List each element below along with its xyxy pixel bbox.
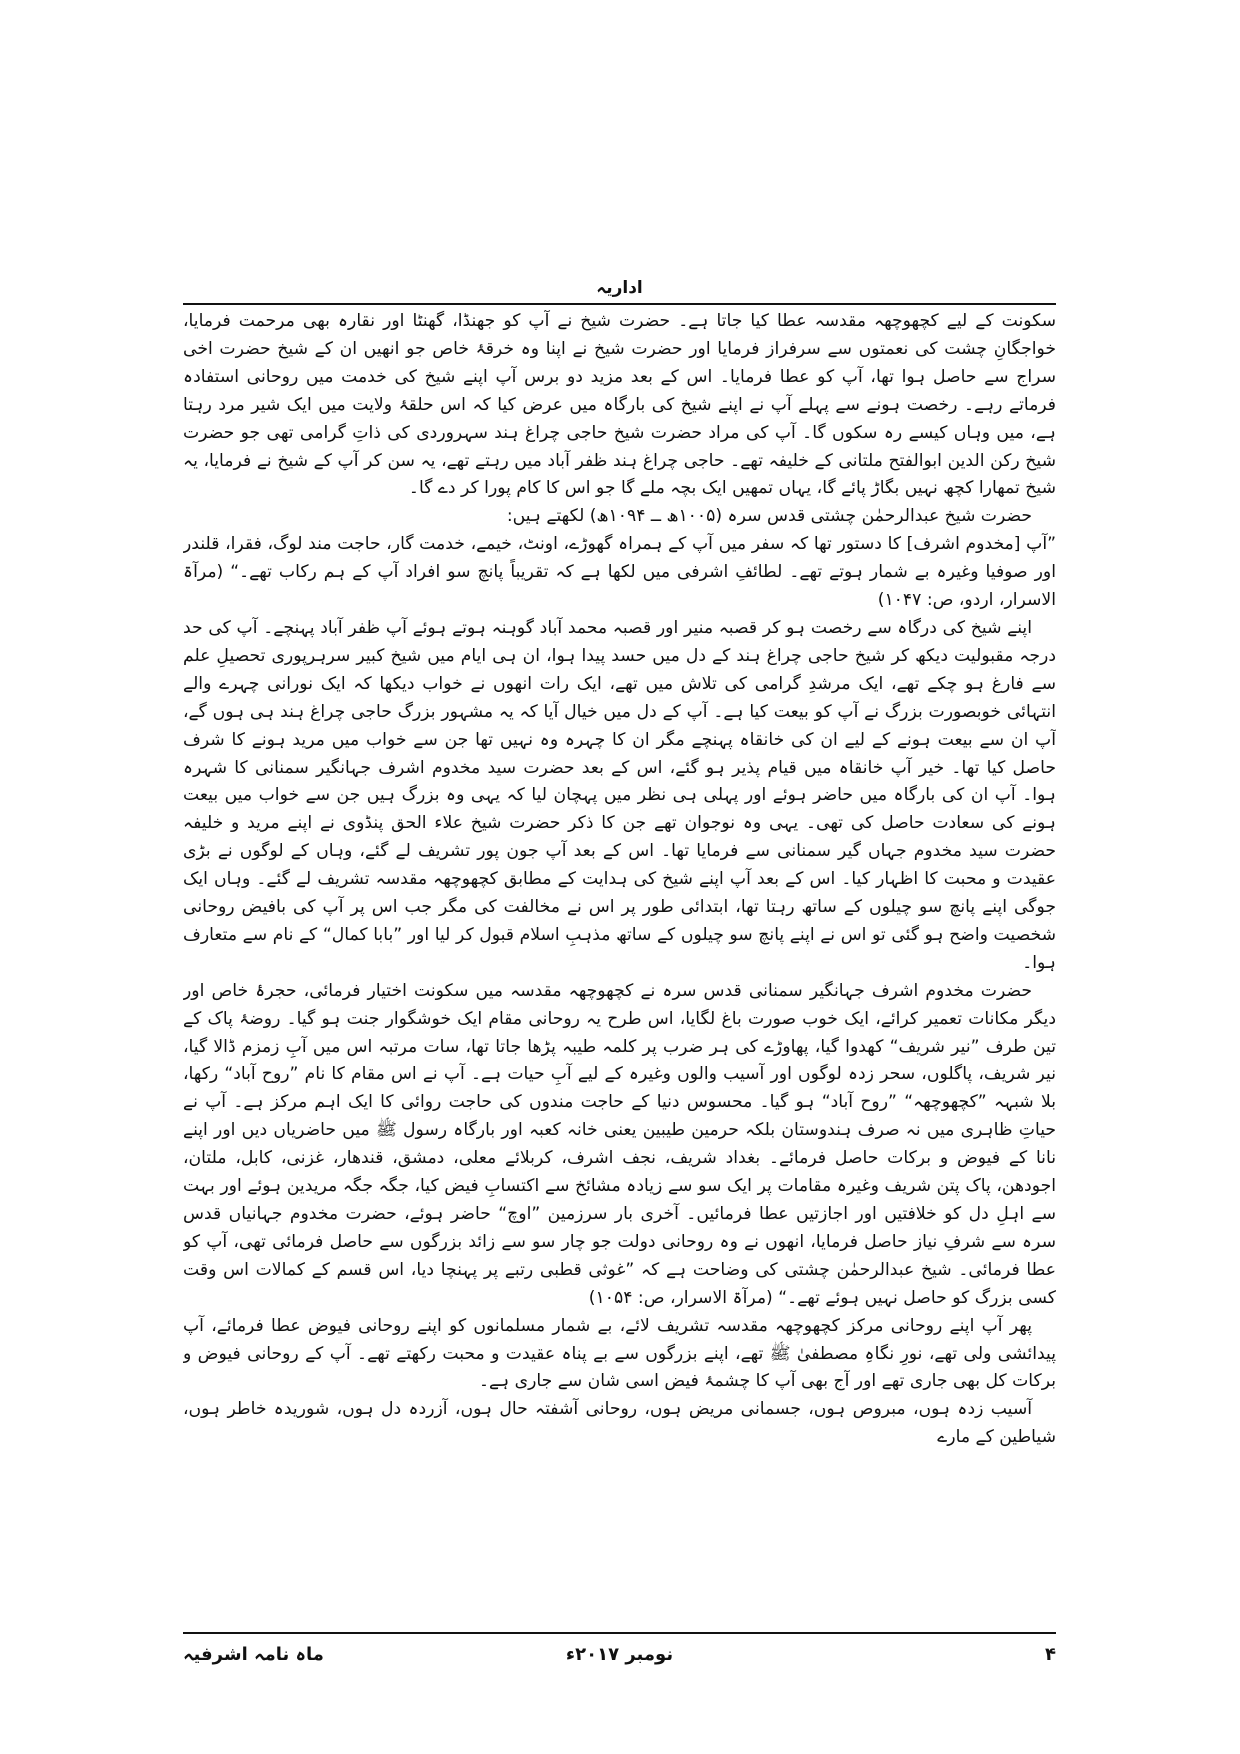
footer-rule xyxy=(183,1632,1056,1634)
paragraph: پھر آپ اپنے روحانی مرکز کچھوچھہ مقدسہ تشریف لائے، بے شمار مسلمانوں کو اپنے روحانی فیوض عطا فرمائے، آپ پیدائشی ولی تھے، نورِ نگاہِ مصطفیٰ ﷺ تھے، اپنے بزرگوں سے بے پناہ عقیدت و محبت رکھتے تھے۔ آپ کے روحانی فیوض و برکات کل بھی جاری تھے اور آج بھی آپ کا چشمۂ فیض اسی شان سے جاری ہے۔ xyxy=(183,1315,1056,1392)
page-number: ۴ xyxy=(1045,1644,1056,1665)
paragraph: حضرت مخدوم اشرف جہانگیر سمنانی قدس سرہ نے کچھوچھہ مقدسہ میں سکونت اختیار فرمائی، حجرۂ خاص اور دیگر مکانات تعمیر کرائے، ایک خوب صورت باغ لگایا، اس طرح یہ روحانی مقام ایک خوشگوار جنت ہو گیا۔ روضۂ پاک کے تین طرف ”نیر شریف“ کھدوا گیا، پھاوڑے کی ہر ضرب پر کلمہ طیبہ پڑھا جاتا تھا، سات مرتبہ اس میں آبِ زمزم ڈالا گیا، نیر شریف، پاگلوں، سحر زدہ لوگوں اور آسیب والوں وغیرہ کے لیے آبِ حیات ہے۔ آپ نے اس مقام کا نام ”روح آباد“ رکھا، بلا شبہہ ”کچھوچھہ“ ”روح آباد“ ہو گیا۔ محسوس دنیا کے حاجت مندوں کی حاجت روائی کا ایک اہم مرکز ہے۔ آپ نے حیاتِ ظاہری میں نہ صرف ہندوستان بلکہ حرمین طیبین یعنی خانہ کعبہ اور بارگاہ رسول ﷺ میں حاضریاں دیں اور اپنے نانا کے فیوض و برکات حاصل فرمائے۔ بغداد شریف، نجف اشرف، کربلائے معلی، دمشق، قندھار، غزنی، کابل، ملتان، اجودھن، پاک پتن شریف وغیرہ مقامات پر ایک سو سے زیادہ مشائخ سے اکتسابِ فیض کیا، جگہ جگہ مریدین ہوئے اور بہت سے اہلِ دل کو خلافتیں اور اجازتیں عطا فرمائیں۔ آخری بار سرزمین ”اوچ“ حاضر ہوئے، حضرت مخدوم جہانیاں قدس سرہ سے شرفِ نیاز حاصل فرمایا، انھوں نے وہ روحانی دولت جو چار سو سے زائد بزرگوں سے حاصل فرمائی تھی، آپ کو عطا فرمائی۔ شیخ عبدالرحمٰن چشتی کی وضاحت ہے کہ ”غوثی قطبی رتبے پر پہنچا دیا، اس قسم کے کمالات اس وقت کسی بزرگ کو حاصل نہیں ہوئے تھے۔“ (مرآۃ الاسرار، ص: ۱۰۵۴) xyxy=(183,980,1056,1308)
quotation: ”آپ [مخدوم اشرف] کا دستور تھا کہ سفر میں آپ کے ہمراہ گھوڑے، اونٹ، خیمے، خدمت گار، حاجت مند لوگ، فقرا، قلندر اور صوفیا وغیرہ بے شمار ہوتے تھے۔ لطائفِ اشرفی میں لکھا ہے کہ تقریباً پانچ سو افراد آپ کے ہم رکاب تھے۔“ (مرآۃ الاسرار، اردو، ص: ۱۰۴۷) xyxy=(183,534,1056,611)
page-footer xyxy=(183,1640,1056,1670)
article-body xyxy=(183,308,1056,1620)
paragraph: اپنے شیخ کی درگاہ سے رخصت ہو کر قصبہ منیر اور قصبہ محمد آباد گوہنہ ہوتے ہوئے آپ ظفر آباد پہنچے۔ آپ کی حد درجہ مقبولیت دیکھ کر شیخ حاجی چراغ ہند کے دل میں حسد پیدا ہوا، ان ہی ایام میں شیخ کبیر سرہرپوری تحصیلِ علم سے فارغ ہو چکے تھے، ایک مرشدِ گرامی کی تلاش میں تھے، ایک رات انھوں نے خواب دیکھا کہ ایک نورانی چہرے والے انتہائی خوبصورت بزرگ نے آپ کو بیعت کیا ہے۔ آپ کے دل میں خیال آیا کہ یہ مشہور بزرگ حاجی چراغ ہند ہی ہوں گے، آپ ان سے بیعت ہونے کے لیے ان کی خانقاہ پہنچے مگر ان کا چہرہ وہ نہیں تھا جن سے خواب میں مرید ہونے کا شرف حاصل کیا تھا۔ خیر آپ خانقاہ میں قیام پذیر ہو گئے، اس کے بعد حضرت سید مخدوم اشرف جہانگیر سمنانی کا شہرہ ہوا۔ آپ ان کی بارگاہ میں حاضر ہوئے اور پہلی ہی نظر میں پہچان لیا کہ یہی وہ بزرگ ہیں جن سے خواب میں بیعت ہونے کی سعادت حاصل کی تھی۔ یہی وہ نوجوان تھے جن کا ذکر حضرت شیخ علاء الحق پنڈوی نے اپنے مرید و خلیفہ حضرت سید مخدوم جہاں گیر سمنانی سے فرمایا تھا۔ اس کے بعد آپ جون پور تشریف لے گئے، وہاں کے لوگوں نے بڑی عقیدت و محبت کا اظہار کیا۔ اس کے بعد آپ اپنے شیخ کی ہدایت کے مطابق کچھوچھہ مقدسہ تشریف لے گئے۔ وہاں ایک جوگی اپنے پانچ سو چیلوں کے ساتھ رہتا تھا، ابتدائی طور پر اس نے مخالفت کی مگر جب اس پر آپ کی بافیض روحانی شخصیت واضح ہو گئی تو اس نے اپنے پانچ سو چیلوں کے ساتھ مذہبِ اسلام قبول کر لیا اور ”بابا کمال“ کے نام سے متعارف ہوا۔ xyxy=(183,617,1056,973)
header-rule xyxy=(183,303,1056,305)
paragraph: سکونت کے لیے کچھوچھہ مقدسہ عطا کیا جاتا ہے۔ حضرت شیخ نے آپ کو جھنڈا، گھنٹا اور نقارہ بھی مرحمت فرمایا، خواجگانِ چشت کی نعمتوں سے سرفراز فرمایا اور حضرت شیخ نے اپنا وہ خرقۂ خاص جو انھیں ان کے شیخ حضرت اخی سراج سے حاصل ہوا تھا، آپ کو عطا فرمایا۔ اس کے بعد مزید دو برس آپ اپنے شیخ کی خدمت میں روحانی استفادہ فرماتے رہے۔ رخصت ہونے سے پہلے آپ نے اپنے شیخ کی بارگاہ میں عرض کیا کہ اس حلقۂ ولایت میں ایک شیر مرد رہتا ہے، میں وہاں کیسے رہ سکوں گا۔ آپ کی مراد حضرت شیخ حاجی چراغ ہند سہروردی کی ذاتِ گرامی تھی جو حضرت شیخ رکن الدین ابوالفتح ملتانی کے خلیفہ تھے۔ حاجی چراغ ہند ظفر آباد میں رہتے تھے، یہ سن کر آپ کے شیخ نے فرمایا، یہ شیخ تمھارا کچھ نہیں بگاڑ پائے گا، یہاں تمھیں ایک بچہ ملے گا جو اس کا کام پورا کر دے گا۔ xyxy=(183,311,1056,499)
section-header: اداریہ xyxy=(596,278,643,298)
magazine-name: ماہ نامہ اشرفیہ xyxy=(183,1644,324,1665)
paragraph: آسیب زدہ ہوں، مبروص ہوں، جسمانی مریض ہوں، روحانی آشفتہ حال ہوں، آزردہ دل ہوں، شوریدہ خاطر ہوں، شیاطین کے مارے xyxy=(183,1399,1056,1448)
issue-date: نومبر ۲۰۱۷ء xyxy=(565,1644,674,1665)
paragraph: حضرت شیخ عبدالرحمٰن چشتی قدس سرہ (۱۰۰۵ھ ــ ۱۰۹۴ھ) لکھتے ہیں: xyxy=(506,506,1032,527)
